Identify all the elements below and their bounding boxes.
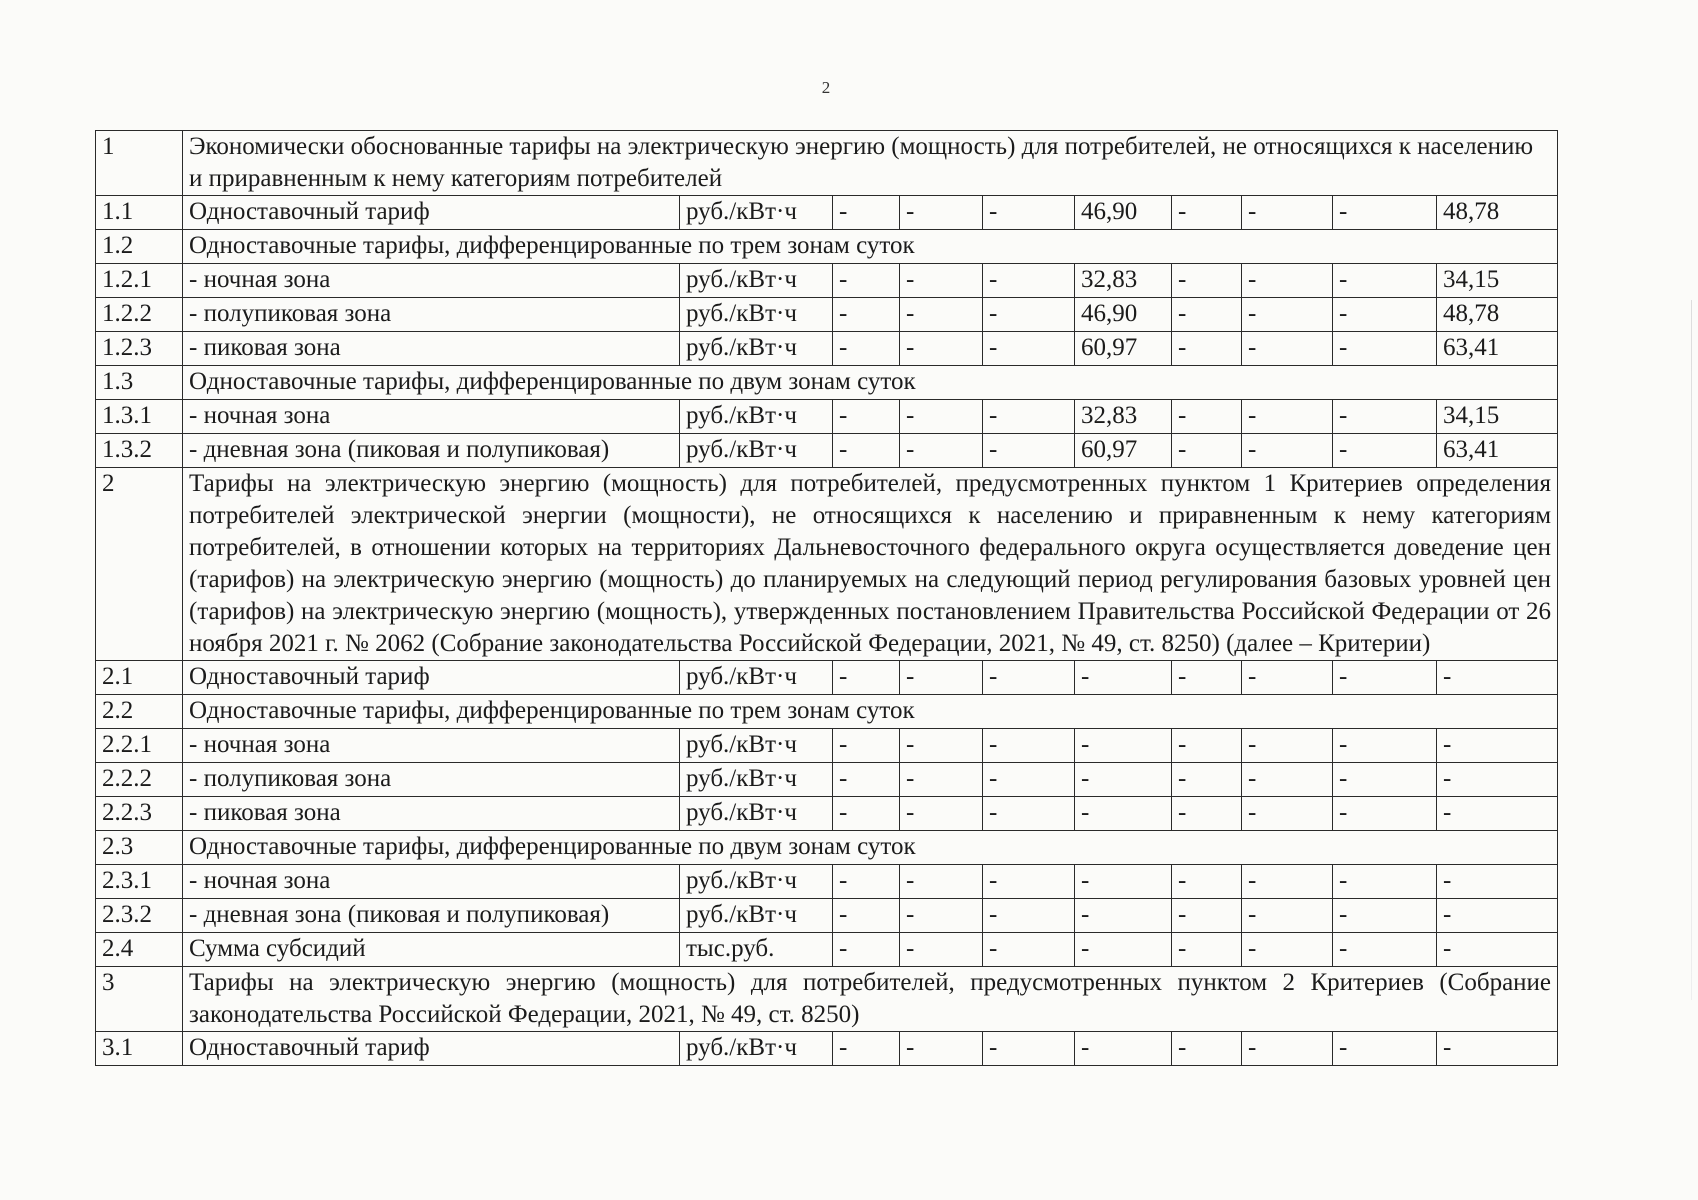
row-value: - [1242, 332, 1333, 366]
row-value: - [1172, 196, 1242, 230]
row-value: - [1172, 865, 1242, 899]
row-value: - [1242, 264, 1333, 298]
row-value: - [1172, 264, 1242, 298]
row-value: - [833, 434, 900, 468]
row-name: Одноставочный тариф [183, 1032, 680, 1066]
scan-edge [1691, 300, 1692, 1000]
row-value: - [833, 865, 900, 899]
row-name: - полупиковая зона [183, 298, 680, 332]
section-row [96, 831, 1558, 865]
table-row [96, 797, 1558, 831]
row-value: - [900, 661, 983, 695]
row-value: - [833, 797, 900, 831]
row-value: - [1333, 332, 1437, 366]
row-unit: руб./кВт·ч [680, 661, 833, 695]
row-value: 46,90 [1075, 196, 1172, 230]
row-value: - [833, 729, 900, 763]
row-number: 2.3.2 [96, 899, 183, 933]
row-value: - [900, 332, 983, 366]
row-value: - [983, 298, 1075, 332]
row-value: - [833, 933, 900, 967]
row-value: - [833, 264, 900, 298]
row-value: - [983, 899, 1075, 933]
row-number: 3 [96, 967, 183, 1032]
row-value: - [1437, 933, 1558, 967]
section-title: Одноставочные тарифы, дифференцированные по трем зонам суток [183, 695, 1558, 729]
row-value: 46,90 [1075, 298, 1172, 332]
table-row [96, 729, 1558, 763]
row-number: 1.3.1 [96, 400, 183, 434]
row-value: 48,78 [1437, 298, 1558, 332]
section-row [96, 230, 1558, 264]
row-value: - [983, 196, 1075, 230]
row-value: - [1333, 264, 1437, 298]
section-row [96, 131, 1558, 196]
row-name: - ночная зона [183, 729, 680, 763]
row-value: 48,78 [1437, 196, 1558, 230]
page-number: 2 [821, 78, 831, 97]
row-value: - [1242, 298, 1333, 332]
row-value: - [1437, 729, 1558, 763]
row-name: - ночная зона [183, 264, 680, 298]
row-value: - [833, 332, 900, 366]
row-value: - [983, 400, 1075, 434]
row-value: - [1075, 933, 1172, 967]
row-name: - ночная зона [183, 400, 680, 434]
row-unit: руб./кВт·ч [680, 797, 833, 831]
row-value: - [1172, 933, 1242, 967]
row-value: - [1172, 332, 1242, 366]
table-row [96, 1032, 1558, 1066]
row-number: 1.2.3 [96, 332, 183, 366]
row-value: - [1172, 661, 1242, 695]
row-value: - [1075, 661, 1172, 695]
row-value: - [900, 400, 983, 434]
row-number: 1.2.2 [96, 298, 183, 332]
row-value: - [1437, 899, 1558, 933]
row-unit: руб./кВт·ч [680, 729, 833, 763]
row-value: - [1242, 933, 1333, 967]
row-value: - [1172, 1032, 1242, 1066]
row-value: 32,83 [1075, 400, 1172, 434]
row-value: - [983, 797, 1075, 831]
row-value: - [1333, 1032, 1437, 1066]
row-number: 2.3 [96, 831, 183, 865]
row-value: - [833, 400, 900, 434]
table-row [96, 434, 1558, 468]
row-value: 63,41 [1437, 434, 1558, 468]
row-value: - [1242, 661, 1333, 695]
row-number: 2 [96, 468, 183, 661]
row-number: 2.2.3 [96, 797, 183, 831]
section-title: Одноставочные тарифы, дифференцированные по двум зонам суток [183, 831, 1558, 865]
row-value: - [900, 196, 983, 230]
row-number: 2.2.1 [96, 729, 183, 763]
section-row [96, 967, 1558, 1032]
row-value: 34,15 [1437, 264, 1558, 298]
row-number: 2.2.2 [96, 763, 183, 797]
row-value: - [900, 797, 983, 831]
row-value: 34,15 [1437, 400, 1558, 434]
row-value: - [983, 661, 1075, 695]
row-name: - полупиковая зона [183, 763, 680, 797]
row-value: - [1172, 298, 1242, 332]
row-value: - [1242, 434, 1333, 468]
row-value: - [1437, 1032, 1558, 1066]
row-number: 2.2 [96, 695, 183, 729]
row-value: - [1172, 729, 1242, 763]
row-value: - [1075, 1032, 1172, 1066]
table-row [96, 763, 1558, 797]
row-unit: руб./кВт·ч [680, 298, 833, 332]
row-value: - [1333, 729, 1437, 763]
row-value: - [1172, 400, 1242, 434]
table-row [96, 264, 1558, 298]
row-value: - [1242, 763, 1333, 797]
section-title: Тарифы на электрическую энергию (мощность) для потребителей, предусмотренных пунктом 2 Критериев (Собрание законодательства Российской Федерации, 2021, № 49, ст. 8250) [183, 967, 1558, 1032]
row-value: - [833, 661, 900, 695]
row-name: - пиковая зона [183, 797, 680, 831]
row-value: - [1075, 899, 1172, 933]
table-row [96, 661, 1558, 695]
section-row [96, 366, 1558, 400]
row-value: - [833, 763, 900, 797]
row-value: - [900, 729, 983, 763]
row-value: - [1075, 797, 1172, 831]
row-number: 1.3 [96, 366, 183, 400]
row-value: - [1333, 933, 1437, 967]
row-value: - [1172, 797, 1242, 831]
row-value: - [900, 933, 983, 967]
row-value: - [1333, 899, 1437, 933]
row-name: - дневная зона (пиковая и полупиковая) [183, 434, 680, 468]
row-unit: руб./кВт·ч [680, 434, 833, 468]
row-value: 60,97 [1075, 332, 1172, 366]
table-row [96, 865, 1558, 899]
row-name: Сумма субсидий [183, 933, 680, 967]
row-value: 60,97 [1075, 434, 1172, 468]
section-row [96, 468, 1558, 661]
section-title: Тарифы на электрическую энергию (мощность) для потребителей, предусмотренных пунктом 1 Критериев определения потребителей электрической энергии (мощности), не относящихся к населению и приравненным к нему категориям потребителей, в отношении которых на территориях Дальневосточного федерального округа осуществляется доведение цен (тарифов) на электрическую энергию (мощность) до планируемых на следующий период регулирования базовых уровней цен (тарифов) на электрическую энергию (мощность), утвержденных постановлением Правительства Российской Федерации от 26 ноября 2021 г. № 2062 (Собрание законодательства Российской Федерации, 2021, № 49, ст. 8250) (далее – Критерии) [183, 468, 1558, 661]
row-value: - [1437, 865, 1558, 899]
row-value: - [983, 729, 1075, 763]
row-unit: руб./кВт·ч [680, 400, 833, 434]
row-number: 1.1 [96, 196, 183, 230]
row-value: - [983, 1032, 1075, 1066]
row-value: - [833, 899, 900, 933]
section-title: Экономически обоснованные тарифы на электрическую энергию (мощность) для потребителей, не относящихся к населению и приравненным к нему категориям потребителей [183, 131, 1558, 196]
row-value: - [1333, 196, 1437, 230]
row-value: - [1437, 661, 1558, 695]
row-value: - [900, 298, 983, 332]
row-value: - [1333, 434, 1437, 468]
table-body [96, 131, 1558, 1066]
row-value: - [1075, 865, 1172, 899]
row-value: - [1333, 797, 1437, 831]
row-value: - [983, 264, 1075, 298]
row-value: - [1333, 865, 1437, 899]
row-number: 1 [96, 131, 183, 196]
table-row [96, 899, 1558, 933]
row-unit: руб./кВт·ч [680, 196, 833, 230]
row-unit: руб./кВт·ч [680, 763, 833, 797]
row-value: - [1437, 763, 1558, 797]
row-value: - [900, 264, 983, 298]
row-number: 1.2.1 [96, 264, 183, 298]
table-row [96, 933, 1558, 967]
row-unit: руб./кВт·ч [680, 1032, 833, 1066]
row-value: - [900, 763, 983, 797]
row-value: - [1242, 797, 1333, 831]
row-value: - [1242, 899, 1333, 933]
row-value: - [983, 332, 1075, 366]
table-row [96, 298, 1558, 332]
row-value: - [983, 763, 1075, 797]
row-name: - пиковая зона [183, 332, 680, 366]
row-unit: руб./кВт·ч [680, 865, 833, 899]
table-row [96, 332, 1558, 366]
row-value: - [1333, 298, 1437, 332]
row-value: - [983, 933, 1075, 967]
row-number: 1.3.2 [96, 434, 183, 468]
row-value: 63,41 [1437, 332, 1558, 366]
section-row [96, 695, 1558, 729]
row-value: - [1333, 763, 1437, 797]
row-value: - [1172, 434, 1242, 468]
row-value: - [1172, 899, 1242, 933]
row-value: 32,83 [1075, 264, 1172, 298]
row-value: - [1333, 400, 1437, 434]
table-row [96, 196, 1558, 230]
row-name: - ночная зона [183, 865, 680, 899]
row-value: - [833, 196, 900, 230]
row-value: - [1172, 763, 1242, 797]
row-value: - [900, 1032, 983, 1066]
row-value: - [1242, 865, 1333, 899]
tariff-table [95, 130, 1558, 1066]
row-number: 3.1 [96, 1032, 183, 1066]
row-name: - дневная зона (пиковая и полупиковая) [183, 899, 680, 933]
row-value: - [1075, 729, 1172, 763]
table-row [96, 400, 1558, 434]
row-value: - [900, 899, 983, 933]
row-value: - [1242, 1032, 1333, 1066]
row-number: 2.3.1 [96, 865, 183, 899]
row-value: - [833, 298, 900, 332]
row-value: - [983, 434, 1075, 468]
row-value: - [1437, 797, 1558, 831]
row-value: - [1075, 763, 1172, 797]
row-name: Одноставочный тариф [183, 661, 680, 695]
row-number: 2.1 [96, 661, 183, 695]
row-value: - [1242, 729, 1333, 763]
row-unit: руб./кВт·ч [680, 264, 833, 298]
row-value: - [1333, 661, 1437, 695]
row-value: - [983, 865, 1075, 899]
row-number: 1.2 [96, 230, 183, 264]
row-unit: руб./кВт·ч [680, 899, 833, 933]
row-number: 2.4 [96, 933, 183, 967]
row-value: - [900, 865, 983, 899]
row-value: - [1242, 196, 1333, 230]
section-title: Одноставочные тарифы, дифференцированные по двум зонам суток [183, 366, 1558, 400]
row-value: - [1242, 400, 1333, 434]
section-title: Одноставочные тарифы, дифференцированные по трем зонам суток [183, 230, 1558, 264]
row-unit: руб./кВт·ч [680, 332, 833, 366]
row-value: - [833, 1032, 900, 1066]
row-value: - [900, 434, 983, 468]
row-name: Одноставочный тариф [183, 196, 680, 230]
row-unit: тыс.руб. [680, 933, 833, 967]
